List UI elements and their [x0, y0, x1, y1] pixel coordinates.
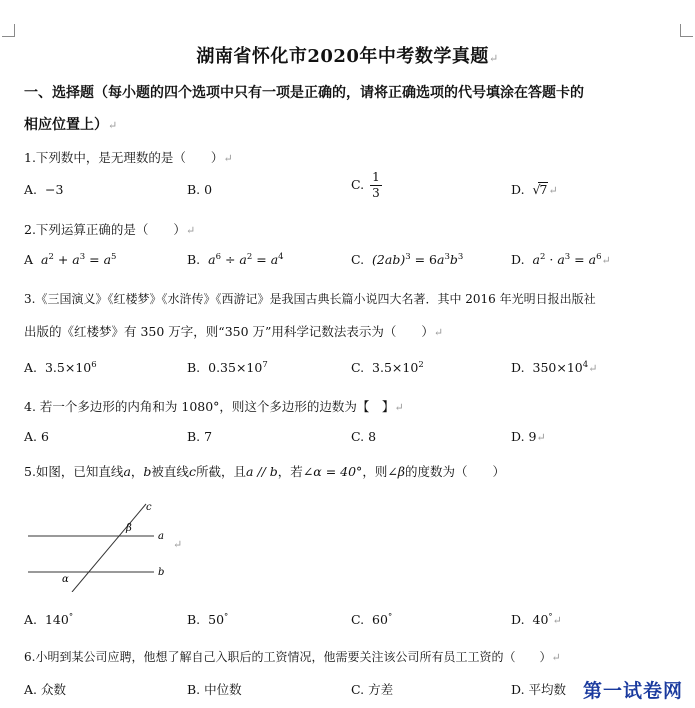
q6-option-c[interactable]: C. 方差	[351, 682, 394, 697]
question-3-stem-line-2: 出版的《红楼梦》有 350 万字，则“350 万”用科学记数法表示为（ ）↵	[24, 324, 444, 339]
q1-option-d[interactable]: D. √7↵	[511, 182, 558, 197]
q3-option-d[interactable]: D. $350\times 10^4↵$	[511, 360, 598, 376]
radical-sign: √	[532, 182, 541, 197]
q6-option-d[interactable]: D. 平均数	[511, 682, 567, 697]
q2-option-c[interactable]: C. $(2ab)^3 = 6a^3b^3$	[351, 252, 464, 268]
q6-option-a[interactable]: A. 众数	[24, 682, 67, 697]
q5-option-d[interactable]: D. 40°↵	[511, 612, 562, 628]
q5-option-c[interactable]: C. 60°	[351, 612, 393, 628]
title-text: 湖南省怀化市2020年中考数学真题	[196, 46, 489, 67]
q2-option-d[interactable]: D. $a^2 \cdot a^3$ = $a^6↵$	[511, 252, 611, 268]
label-b: b	[158, 567, 165, 578]
q4-option-b[interactable]: B. 7	[187, 429, 213, 444]
question-6-stem: 6.小明到某公司应聘，他想了解自己入职后的工资情况，他需要关注该公司所有员工工资的（ ）↵	[24, 650, 561, 664]
question-2-stem: 2.下列运算正确的是（ ）↵	[24, 222, 196, 237]
label-a: a	[158, 531, 164, 542]
q2-option-b[interactable]: B. $a^6 \div a^2 = a^4$	[187, 252, 284, 268]
q3-option-b[interactable]: B. $0.35\times 10^7$	[187, 360, 268, 376]
q2-option-a[interactable]: A $a^2 + a^3 = a^5$	[24, 252, 117, 268]
question-1-stem: 1.下列数中，是无理数的是（ ）↵	[24, 150, 233, 165]
label-beta: β	[126, 523, 132, 534]
q3-option-a[interactable]: A. $3.5\times 10^6$	[24, 360, 97, 376]
page-corner-mark-right	[680, 24, 693, 37]
document-title	[0, 42, 695, 68]
figure-paragraph-mark: ↵	[173, 538, 183, 551]
question-3-stem-line-1: 3.《三国演义》《红楼梦》《水浒传》《西游记》是我国古典长篇小说四大名著．其中 2016 年光明日报出版社	[24, 292, 596, 306]
question-4-stem: 4. 若一个多边形的内角和为 1080°，则这个多边形的边数为【 】↵	[24, 399, 404, 414]
q5-option-b[interactable]: B. 50°	[187, 612, 229, 628]
section-heading-line-1: 一、选择题（每小题的四个选项中只有一项是正确的，请将正确选项的代号填涂在答题卡的	[24, 85, 584, 101]
page-corner-mark-left	[2, 24, 15, 37]
q4-option-c[interactable]: C. 8	[351, 429, 377, 444]
q1-option-a[interactable]: A. −3	[24, 182, 64, 197]
q3-option-c[interactable]: C. $3.5\times 10^2$	[351, 360, 424, 376]
site-watermark: 第一试卷网	[583, 680, 684, 702]
section-heading-line-2: 相应位置上）↵	[24, 117, 118, 133]
question-5-stem: 5.如图，已知直线a，b被直线c所截，且a // b，若∠α = 40°，则∠β的度数为（ ）	[24, 464, 506, 479]
paragraph-mark: ↵	[488, 52, 499, 65]
parallel-lines-figure	[28, 500, 188, 592]
label-alpha: α	[62, 574, 69, 585]
label-c: c	[146, 502, 152, 513]
q6-option-b[interactable]: B. 中位数	[187, 682, 242, 697]
fraction: $\frac{1}{3}$	[372, 170, 380, 200]
line-c	[72, 504, 146, 592]
q4-option-d[interactable]: D. 9↵	[511, 429, 546, 444]
q1-option-c[interactable]: C. $\frac{1}{3}$	[351, 170, 380, 200]
q5-option-a[interactable]: A. 140°	[24, 612, 74, 628]
q1-option-b[interactable]: B. 0	[187, 182, 213, 197]
q4-option-a[interactable]: A. 6	[24, 429, 49, 444]
